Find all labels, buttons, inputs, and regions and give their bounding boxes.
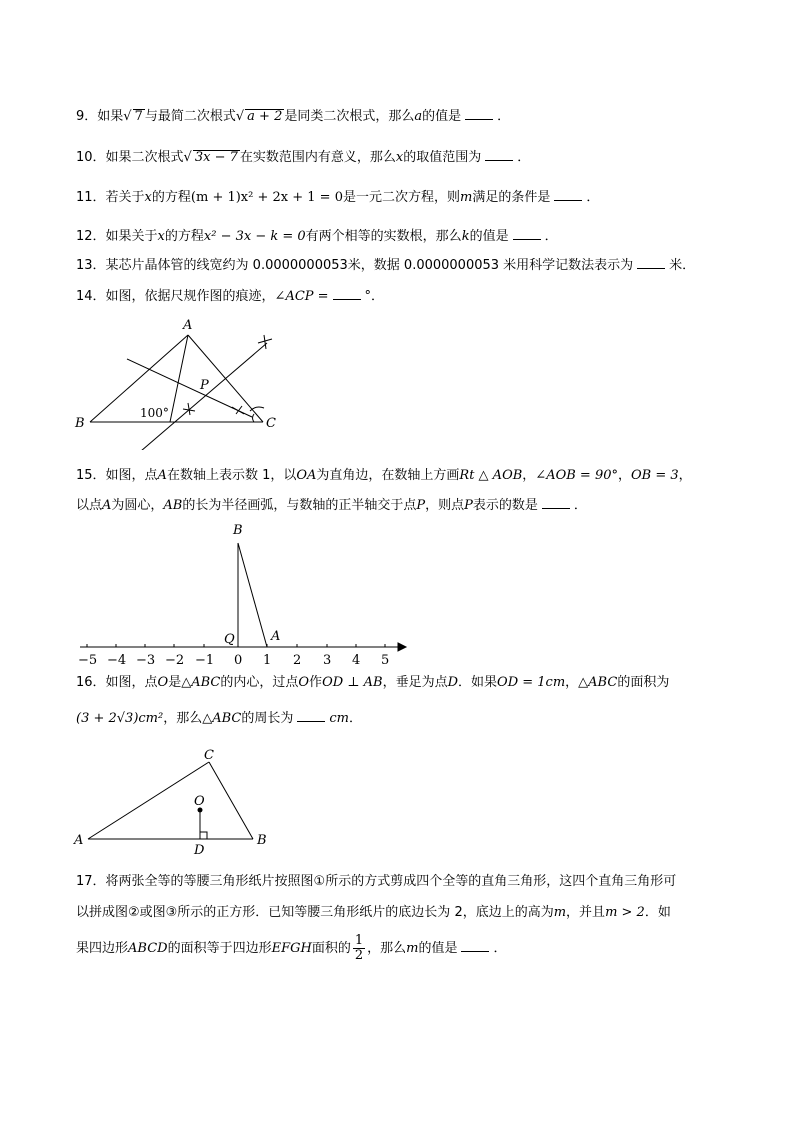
q16-text-1h: 的面积为 — [617, 675, 670, 690]
q17-text-3c: 面积的 — [311, 941, 351, 956]
question-17-line-2 — [76, 903, 671, 923]
q13-text: 13．某芯片晶体管的线宽约为 0.0000000053米，数据 0.0000000053 米用科学记数法表示为 — [76, 258, 634, 273]
q12-text-2: 有两个相等的实数根，那么 — [305, 229, 462, 244]
q10-radicand: 3x − 7 — [194, 150, 238, 165]
tick-label: −2 — [165, 653, 185, 668]
q17-text-3e: 的值是 — [418, 941, 458, 956]
answer-blank[interactable] — [637, 256, 665, 269]
answer-blank[interactable] — [461, 939, 489, 952]
q11-text-2: 是一元二次方程，则 — [342, 190, 460, 205]
question-17-line-3 — [76, 934, 507, 963]
q16-text-2b: ，那么△ — [163, 711, 213, 726]
q16-text-1e: ，垂足为点 — [382, 675, 448, 690]
label-b: B — [257, 833, 267, 848]
q17-m-2: m — [406, 941, 419, 956]
q9-variable: a — [414, 109, 423, 124]
side-ba — [90, 335, 188, 422]
q15-ab: AB — [163, 498, 183, 513]
q12-end: ． — [544, 229, 558, 244]
answer-blank[interactable] — [485, 148, 513, 161]
tick-label: −3 — [136, 653, 156, 668]
q16-abc-2: ABC — [588, 675, 618, 690]
fraction-one-half — [353, 934, 365, 963]
q10-text-2: 的取值范围为 — [403, 150, 482, 165]
side-cb — [209, 762, 253, 839]
q17-end: ． — [493, 941, 507, 956]
figure-15-number-line — [70, 518, 415, 668]
figure-14-triangle — [70, 315, 290, 450]
answer-blank[interactable] — [465, 107, 493, 120]
q11-end: ． — [586, 190, 600, 205]
tick-label: −4 — [107, 653, 127, 668]
q11-text-3: 满足的条件是 — [472, 190, 551, 205]
question-16-line-2 — [76, 709, 362, 729]
q17-text-3d: ，那么 — [367, 941, 407, 956]
q15-point-p-2: P — [464, 498, 473, 513]
q16-od-perp: OD ⊥ AB — [322, 675, 383, 690]
tick-label: −5 — [78, 653, 98, 668]
label-b: B — [75, 416, 85, 431]
label-a: A — [74, 833, 84, 848]
q12-variable: x — [157, 229, 165, 244]
q15-rt-triangle: Rt △ AOB — [459, 468, 523, 483]
question-16-line-1 — [76, 673, 669, 693]
q10-text-1: 在实数范围内有意义，那么 — [239, 150, 396, 165]
question-13 — [76, 256, 695, 276]
q15-text-2a: 以点 — [76, 498, 103, 513]
label-c: C — [266, 416, 276, 431]
q12-variable-2: k — [461, 229, 470, 244]
tick-label: 2 — [293, 653, 302, 668]
arc-mark-c — [250, 407, 264, 411]
q12-equation: x² − 3x − k = 0 — [203, 229, 306, 244]
label-o: O — [194, 794, 205, 809]
perpendicular-bisector-line — [141, 343, 267, 450]
q14-expression: ∠ACP = — [274, 289, 329, 304]
q11-variable-2: m — [459, 190, 473, 205]
question-9 — [76, 107, 510, 127]
label-d: D — [194, 843, 205, 857]
tick-label: 4 — [352, 653, 361, 668]
q16-unit: cm — [329, 711, 349, 726]
q13-end: 米． — [669, 258, 696, 273]
q16-abc: ABC — [191, 675, 221, 690]
q17-text-2a: 以拼成图②或图③所示的正方形．已知等腰三角形纸片的底边长为 2，底边上的高为 — [76, 905, 554, 920]
q10-prefix: 10．如果二次根式 — [76, 150, 184, 165]
q16-point-d: D — [447, 675, 459, 690]
q16-end: ． — [348, 711, 362, 726]
q14-end: °． — [364, 289, 385, 304]
answer-blank[interactable] — [542, 496, 570, 509]
sqrt-sign: √ — [235, 109, 245, 124]
answer-blank[interactable] — [554, 188, 582, 201]
label-angle-100: 100° — [140, 406, 169, 420]
q15-text-1d: ， — [522, 468, 536, 483]
q15-point-a: A — [157, 468, 167, 483]
q15-point-p: P — [416, 498, 426, 513]
arc-mark-top — [258, 335, 272, 349]
q16-point-o-2: O — [298, 675, 310, 690]
fraction-denominator: 2 — [354, 948, 364, 963]
q15-text-1b: 在数轴上表示数 1，以 — [166, 468, 297, 483]
label-c: C — [204, 748, 214, 763]
tick-label: 5 — [381, 653, 390, 668]
q15-text-2d: ，则点 — [425, 498, 465, 513]
q12-text-3: 的值是 — [469, 229, 509, 244]
q15-text-2e: 表示的数是 — [472, 498, 538, 513]
question-10 — [76, 148, 530, 168]
q10-end: ． — [517, 150, 531, 165]
label-q: Q — [224, 632, 235, 647]
q16-text-1g: ，△ — [565, 675, 589, 690]
sqrt-sign: √ — [183, 150, 192, 165]
q16-od-value: OD = 1cm — [497, 675, 566, 690]
q9-radicand-2: a + 2 — [247, 109, 283, 124]
q17-text-2b: ，并且 — [566, 905, 606, 920]
answer-blank[interactable] — [297, 709, 325, 722]
q11-variable: x — [144, 190, 152, 205]
q15-oa: OA — [296, 468, 317, 483]
q17-text-1: 17．将两张全等的等腰三角形纸片按照图①所示的方式剪成四个全等的直角三角形，这四个直角三角形可 — [76, 874, 677, 889]
q16-text-1b: 是△ — [168, 675, 192, 690]
q15-text-1f: ， — [678, 468, 692, 483]
q17-text-3a: 果四边形 — [76, 941, 129, 956]
question-15-line-1 — [76, 466, 692, 486]
tick-label: 3 — [323, 653, 332, 668]
label-b: B — [233, 523, 243, 538]
q11-text-1: 的方程 — [151, 190, 191, 205]
question-15-line-2 — [76, 496, 587, 516]
answer-blank[interactable] — [333, 287, 361, 300]
question-11 — [76, 188, 599, 208]
q9-prefix: 9．如果 — [76, 109, 124, 124]
label-p: P — [200, 378, 209, 393]
tick-label: −1 — [195, 653, 215, 668]
right-angle-mark — [200, 832, 207, 839]
tick-label: 0 — [234, 653, 243, 668]
q15-text-2c: 的长为半径画弧，与数轴的正半轴交于点 — [182, 498, 417, 513]
q16-text-1d: 作 — [309, 675, 323, 690]
q15-point-a-2: A — [102, 498, 112, 513]
q12-text-1: 的方程 — [164, 229, 204, 244]
q17-m: m — [553, 905, 567, 920]
question-17-line-1 — [76, 872, 676, 892]
q9-end: ． — [497, 109, 511, 124]
q16-area-value: (3 + 2√3)cm² — [76, 711, 164, 726]
q16-text-2c: 的周长为 — [241, 711, 294, 726]
q14-prefix: 14．如图，依据尺规作图的痕迹， — [76, 289, 275, 304]
q10-variable: x — [395, 150, 404, 165]
angle-arc-c — [253, 414, 255, 422]
q15-text-1c: 为直角边，在数轴上方画 — [316, 468, 460, 483]
segment-ab — [238, 543, 267, 647]
q11-equation: (m + 1)x² + 2x + 1 = 0 — [190, 190, 343, 205]
side-ac — [88, 762, 209, 839]
q15-angle: ∠AOB = 90° — [535, 468, 618, 483]
q15-end: ． — [573, 498, 587, 513]
q11-prefix: 11．若关于 — [76, 190, 145, 205]
q17-abcd: ABCD — [128, 941, 168, 956]
tick-labels — [78, 653, 389, 668]
figure-16-triangle — [70, 745, 280, 857]
axis-arrow-icon — [398, 643, 406, 651]
q16-text-1f: ．如果 — [458, 675, 498, 690]
q16-text-1c: 的内心，过点 — [220, 675, 299, 690]
q16-abc-3: ABC — [212, 711, 242, 726]
q16-point-o: O — [157, 675, 169, 690]
q15-text-2b: 为圆心， — [111, 498, 164, 513]
q17-text-3b: 的面积等于四边形 — [167, 941, 272, 956]
q16-text-1a: 16．如图，点 — [76, 675, 158, 690]
fraction-numerator: 1 — [354, 933, 364, 948]
q9-text-2: 是同类二次根式，那么 — [284, 109, 415, 124]
q9-text-1: 与最简二次根式 — [144, 109, 236, 124]
q15-ob: OB = 3 — [631, 468, 679, 483]
answer-blank[interactable] — [513, 227, 541, 240]
q17-efgh: EFGH — [271, 941, 312, 956]
q15-text-1e: ， — [618, 468, 632, 483]
q17-text-2c: ．如 — [644, 905, 671, 920]
label-a: A — [271, 629, 281, 644]
question-14 — [76, 287, 384, 307]
q9-text-3: 的值是 — [422, 109, 462, 124]
question-12 — [76, 227, 558, 247]
q12-prefix: 12．如果关于 — [76, 229, 158, 244]
tick-label: 1 — [263, 653, 272, 668]
q9-radicand-1: 7 — [134, 109, 143, 124]
arc-mark-right — [232, 406, 244, 414]
q17-condition: m > 2 — [605, 905, 645, 920]
q15-text-1a: 15．如图，点 — [76, 468, 158, 483]
sqrt-sign: √ — [123, 109, 132, 124]
label-a: A — [183, 318, 193, 333]
